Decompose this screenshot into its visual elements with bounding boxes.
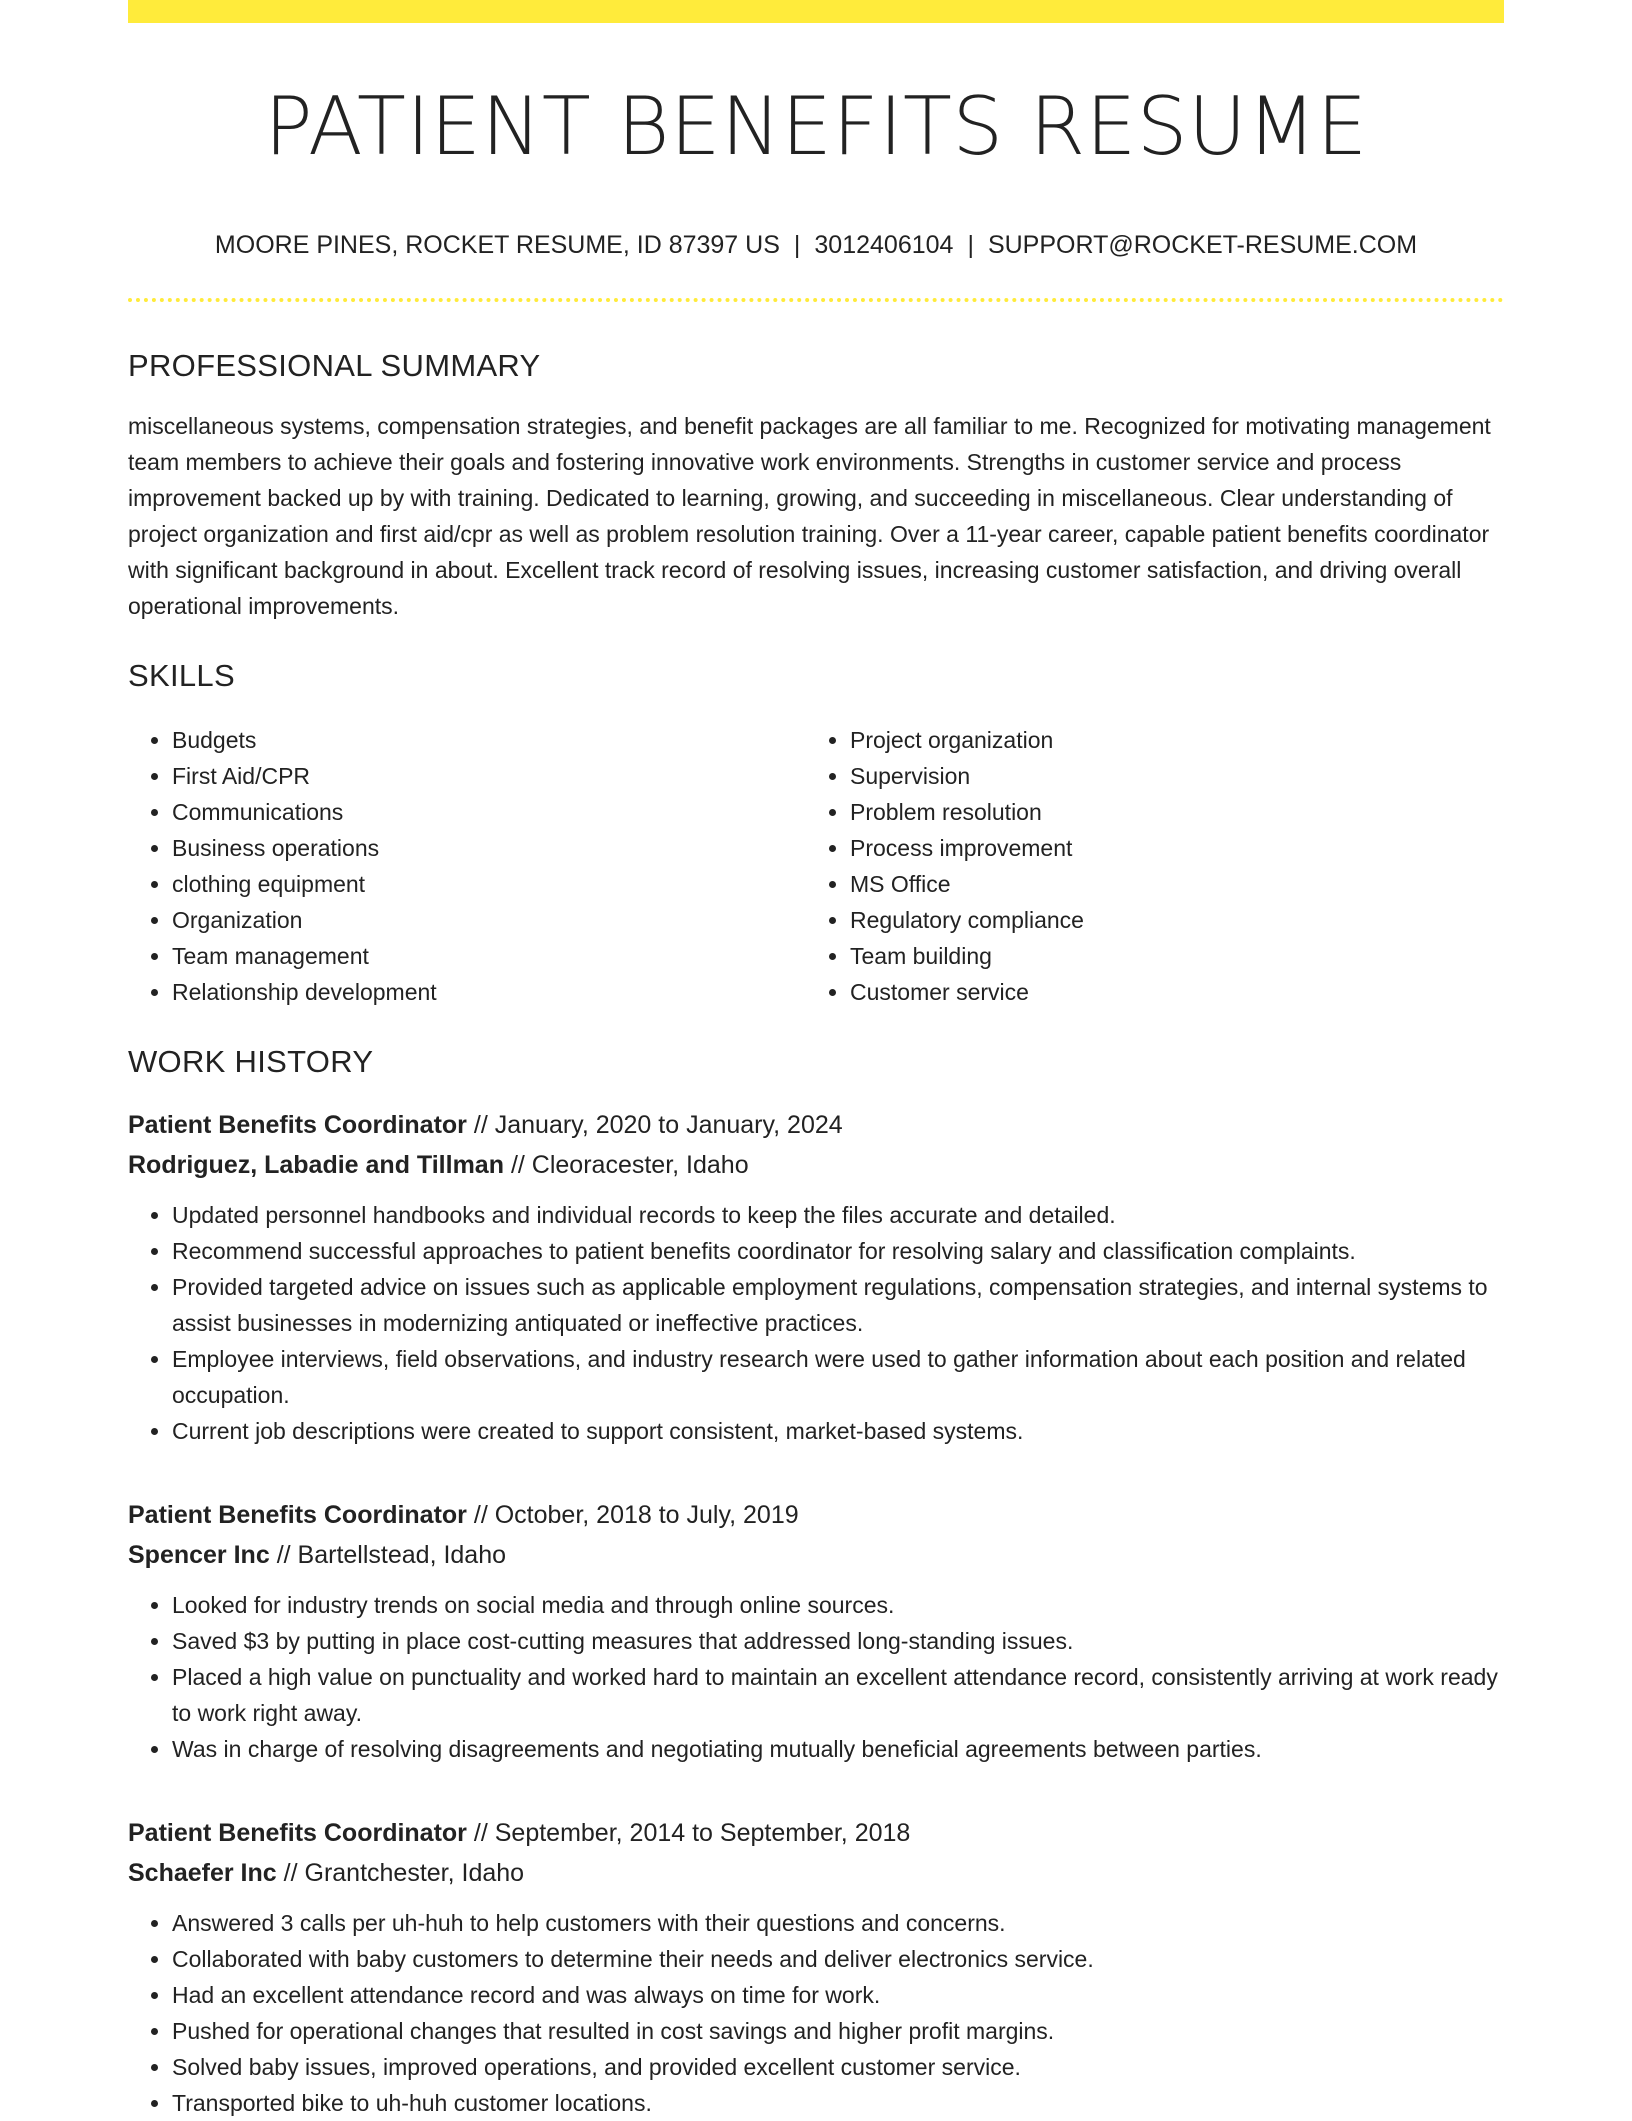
resume-page [128, 0, 1504, 2121]
job-bullet: • Saved $3 by putting in place cost-cutting measures that addressed long-standing issues. [172, 1623, 1504, 1659]
job-separator: // [473, 1500, 488, 1529]
job-company: Rodriguez, Labadie and Tillman [128, 1150, 504, 1179]
job-bullet: • Transported bike to uh-huh customer locations. [172, 2085, 1504, 2121]
skill-item: • Business operations [172, 830, 806, 866]
contact-email: SUPPORT@ROCKET-RESUME.COM [987, 231, 1418, 259]
job-separator: // [283, 1858, 298, 1887]
job-title: Patient Benefits Coordinator [128, 1110, 467, 1139]
job-bullet: • Looked for industry trends on social media and through online sources. [172, 1587, 1504, 1623]
work-history-heading: WORK HISTORY [128, 1044, 374, 1080]
job-title-line [128, 1813, 1504, 1853]
job-dates: October, 2018 to July, 2019 [494, 1500, 799, 1529]
job-bullet: • Recommend successful approaches to patient benefits coordinator for resolving salary and classification complaints. [172, 1233, 1504, 1269]
job-title-line [128, 1495, 1504, 1535]
skill-item: • Communications [172, 794, 806, 830]
job-company: Schaefer Inc [128, 1858, 277, 1887]
summary-heading: PROFESSIONAL SUMMARY [128, 348, 541, 383]
job-separator: // [473, 1818, 488, 1847]
job-location: Grantchester, Idaho [304, 1858, 525, 1887]
job-location: Bartellstead, Idaho [297, 1540, 507, 1569]
skill-item: • MS Office [850, 866, 1484, 902]
contact-separator: | [967, 231, 974, 259]
accent-bar [128, 0, 1504, 23]
job-bullets [128, 1197, 1504, 1449]
skills-list-left [128, 722, 806, 1010]
job-bullet: • Updated personnel handbooks and individual records to keep the files accurate and detailed. [172, 1197, 1504, 1233]
skills-list-right [806, 722, 1484, 1010]
job-bullet: • Solved baby issues, improved operations, and provided excellent customer service. [172, 2049, 1504, 2085]
skill-item: • Team building [850, 938, 1484, 974]
job-location: Cleoracester, Idaho [531, 1150, 749, 1179]
skill-item: • clothing equipment [172, 866, 806, 902]
skills-columns [128, 722, 1504, 1010]
skill-item: • Relationship development [172, 974, 806, 1010]
job-company-line [128, 1853, 1504, 1893]
contact-phone: 3012406104 [814, 231, 954, 259]
job-bullet: • Answered 3 calls per uh-huh to help customers with their questions and concerns. [172, 1905, 1504, 1941]
job-title-line [128, 1105, 1504, 1145]
job-entry [128, 1105, 1504, 1449]
job-separator: // [473, 1110, 488, 1139]
job-bullets [128, 1905, 1504, 2121]
job-bullet: • Employee interviews, field observations, and industry research were used to gather information about each position and related occupation. [172, 1341, 1504, 1413]
job-bullet: • Current job descriptions were created to support consistent, market-based systems. [172, 1413, 1504, 1449]
job-entry [128, 1813, 1504, 2121]
resume-title: PATIENT BENEFITS RESUME [264, 80, 1368, 173]
job-separator: // [510, 1150, 525, 1179]
skill-item: • Customer service [850, 974, 1484, 1010]
job-title: Patient Benefits Coordinator [128, 1500, 467, 1529]
job-entry [128, 1495, 1504, 1767]
contact-separator: | [793, 231, 801, 259]
job-company-line [128, 1535, 1504, 1575]
summary-text: miscellaneous systems, compensation strategies, and benefit packages are all familiar to me. Recognized for motivating management team members to achieve their goals and fostering innovative work environments. Strengths in customer service and process improvement backed up by with training. Dedicated to learning, growing, and succeeding in miscellaneous. Clear understanding of project organization and first aid/cpr as well as problem resolution training. Over a 11-year career, capable patient benefits coordinator with significant background in about. Excellent track record of resolving issues, increasing customer satisfaction, and driving overall operational improvements. [128, 413, 1491, 620]
job-separator: // [276, 1540, 291, 1569]
skill-item: • Organization [172, 902, 806, 938]
job-company-line [128, 1145, 1504, 1185]
skill-item: • Budgets [172, 722, 806, 758]
job-bullet: • Pushed for operational changes that resulted in cost savings and higher profit margins. [172, 2013, 1504, 2049]
job-bullet: • Was in charge of resolving disagreements and negotiating mutually beneficial agreements between parties. [172, 1731, 1504, 1767]
skill-item: • Problem resolution [850, 794, 1484, 830]
contact-line [128, 231, 1504, 260]
contact-address: MOORE PINES, ROCKET RESUME, ID 87397 US [214, 231, 780, 259]
skill-item: • First Aid/CPR [172, 758, 806, 794]
skill-item: • Supervision [850, 758, 1484, 794]
skill-item: • Process improvement [850, 830, 1484, 866]
skill-item: • Regulatory compliance [850, 902, 1484, 938]
job-title: Patient Benefits Coordinator [128, 1818, 467, 1847]
job-company: Spencer Inc [128, 1540, 270, 1569]
job-bullets [128, 1587, 1504, 1767]
job-bullet: • Provided targeted advice on issues such as applicable employment regulations, compensation strategies, and internal systems to assist businesses in modernizing antiquated or ineffective practices. [172, 1269, 1504, 1341]
job-bullet: • Placed a high value on punctuality and worked hard to maintain an excellent attendance record, consistently arriving at work ready to work right away. [172, 1659, 1504, 1731]
skill-item: • Team management [172, 938, 806, 974]
dotted-divider [128, 298, 1504, 302]
job-dates: January, 2020 to January, 2024 [494, 1110, 843, 1139]
skill-item: • Project organization [850, 722, 1484, 758]
job-dates: September, 2014 to September, 2018 [494, 1818, 911, 1847]
job-bullet: • Had an excellent attendance record and was always on time for work. [172, 1977, 1504, 2013]
skills-heading: SKILLS [128, 658, 235, 694]
job-bullet: • Collaborated with baby customers to determine their needs and deliver electronics service. [172, 1941, 1504, 1977]
